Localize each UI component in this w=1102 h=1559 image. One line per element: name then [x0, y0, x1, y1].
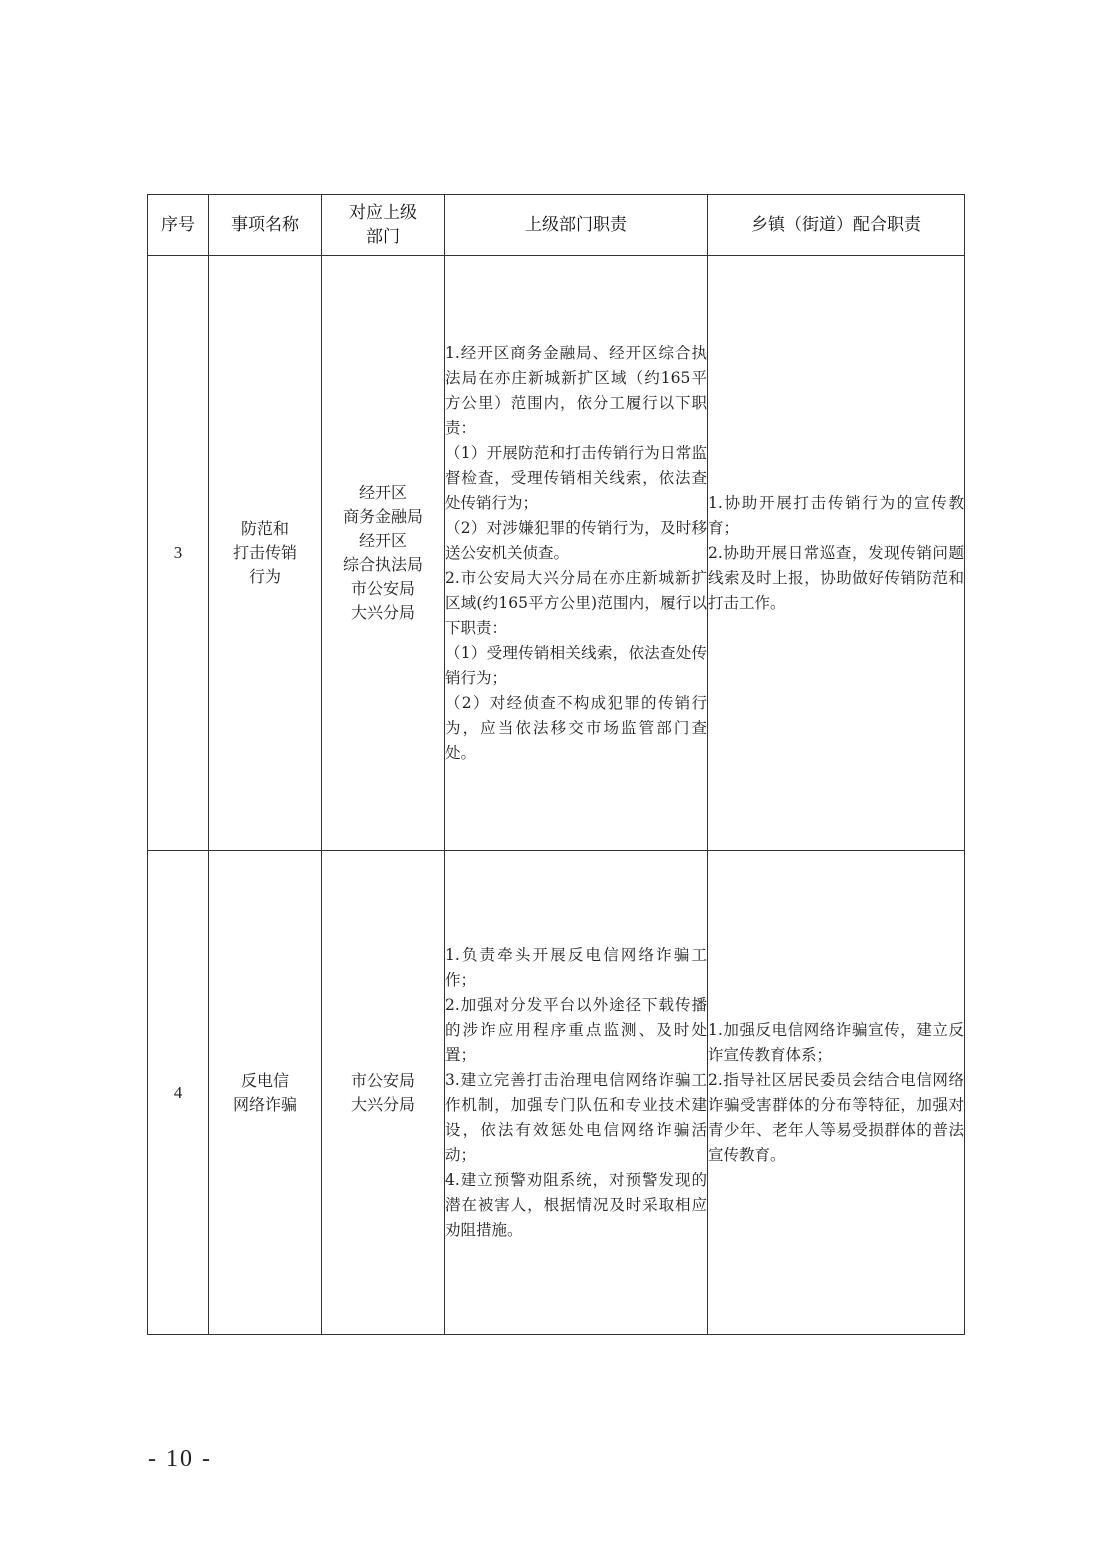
cell-upper-duty [445, 851, 708, 1335]
item-name-line: 防范和 [240, 519, 289, 538]
duty-paragraph: （2）对涉嫌犯罪的传销行为，及时移送公安机关侦查。 [445, 518, 707, 562]
duty-paragraph: 2.市公安局大兴分局在亦庄新城新扩区域(约165平方公里)范围内，履行以下职责： [445, 568, 707, 637]
duty-paragraph: （1）受理传销相关线索，依法查处传销行为； [445, 643, 707, 687]
cell-upper-dept [322, 851, 445, 1335]
item-name-line: 网络诈骗 [232, 1094, 297, 1114]
duty-paragraph: （1）开展防范和打击传销行为日常监督检查，受理传销相关线索，依法查处传销行为； [445, 443, 707, 512]
table-row [148, 256, 965, 851]
dept-line: 大兴分局 [350, 603, 415, 622]
duty-paragraph: 1.协助开展打击传销行为的宣传教育； [708, 493, 964, 537]
item-name-line: 打击传销 [232, 543, 297, 562]
duty-paragraph: （2）对经侦查不构成犯罪的传销行为，应当依法移交市场监管部门查处。 [445, 693, 707, 762]
duty-paragraph: 2.指导社区居民委员会结合电信网络诈骗受害群体的分布等特征，加强对青少年、老年人等易受损群体的普法宣传教育。 [708, 1070, 964, 1164]
cell-no: 4 [148, 851, 209, 1335]
dept-line: 市公安局 [350, 579, 415, 598]
cell-no: 3 [148, 256, 209, 851]
page-number: - 10 - [148, 1446, 212, 1472]
table-row [148, 851, 965, 1335]
header-no: 序号 [148, 195, 209, 256]
header-upper-dept-line: 部门 [366, 227, 400, 247]
cell-upper-dept [322, 256, 445, 851]
dept-line: 经开区 [358, 483, 407, 502]
dept-line: 综合执法局 [342, 555, 423, 574]
cell-item-name [209, 256, 322, 851]
cell-item-name [209, 851, 322, 1335]
table-header-row [148, 195, 965, 256]
header-upper-dept-line: 对应上级 [349, 203, 417, 223]
duty-paragraph: 1.负责牵头开展反电信网络诈骗工作； [445, 945, 707, 989]
duty-paragraph: 1.经开区商务金融局、经开区综合执法局在亦庄新城新扩区域（约165平方公里）范围内，依分工履行以下职责： [445, 343, 707, 437]
dept-line: 经开区 [358, 531, 407, 550]
duty-paragraph: 4.建立预警劝阻系统，对预警发现的潜在被害人，根据情况及时采取相应劝阻措施。 [445, 1170, 707, 1239]
header-item-name: 事项名称 [209, 195, 322, 256]
duty-table [147, 194, 965, 1335]
duty-paragraph: 2.加强对分发平台以外途径下载传播的涉诈应用程序重点监测、及时处置； [445, 995, 707, 1064]
duty-paragraph: 2.协助开展日常巡查，发现传销问题线索及时上报，协助做好传销防范和打击工作。 [708, 543, 964, 612]
header-upper-duty: 上级部门职责 [445, 195, 708, 256]
header-town-duty: 乡镇（街道）配合职责 [708, 195, 965, 256]
dept-line: 商务金融局 [342, 507, 423, 526]
cell-town-duty [708, 256, 965, 851]
cell-town-duty [708, 851, 965, 1335]
item-name-line: 反电信 [240, 1070, 289, 1090]
dept-line: 市公安局 [350, 1070, 415, 1090]
duty-paragraph: 1.加强反电信网络诈骗宣传，建立反诈宣传教育体系； [708, 1020, 964, 1064]
dept-line: 大兴分局 [350, 1094, 415, 1114]
duty-paragraph: 3.建立完善打击治理电信网络诈骗工作机制，加强专门队伍和专业技术建设，依法有效惩处电信网络诈骗活动； [445, 1070, 707, 1164]
header-upper-dept [322, 195, 445, 256]
cell-upper-duty [445, 256, 708, 851]
item-name-line: 行为 [248, 567, 281, 586]
